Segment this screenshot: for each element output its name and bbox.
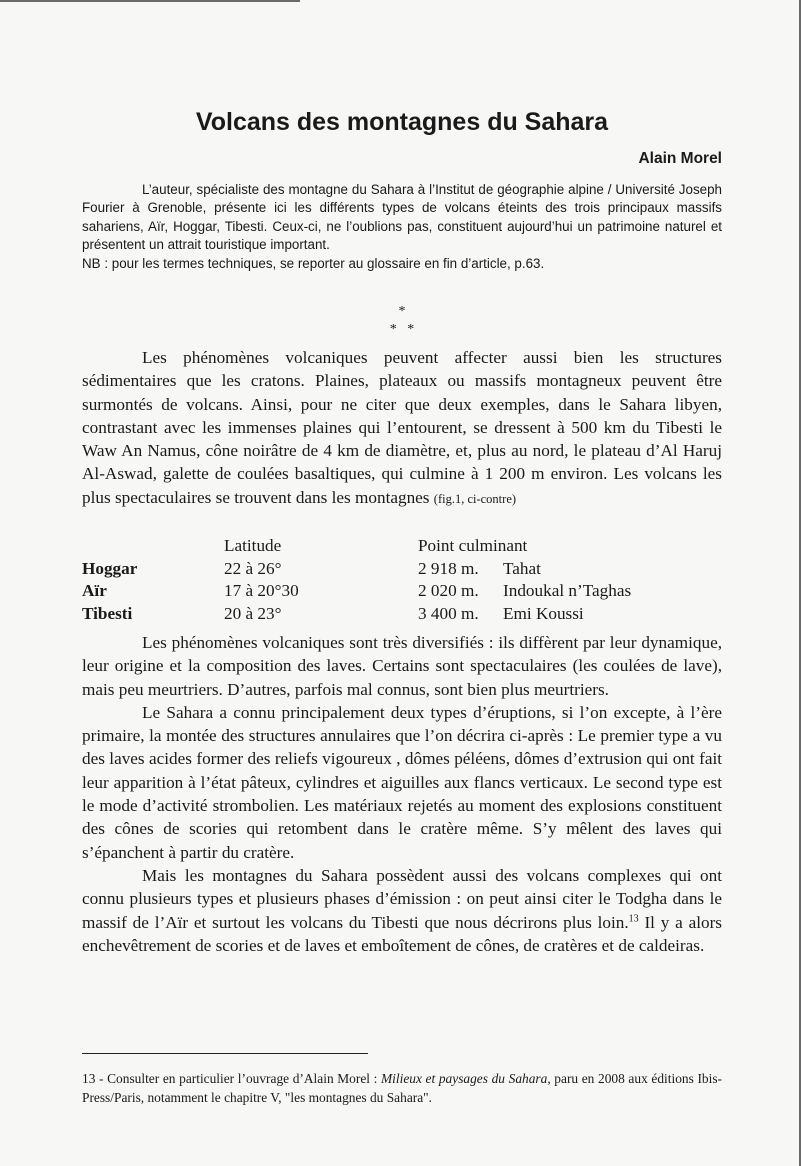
footnote-number: 13	[82, 1071, 96, 1086]
paragraph-4-text: Mais les montagnes du Sahara possèdent aussi des volcans complexes qui ont connu plusieurs types et plusieurs phases d’émission : on peut ainsi citer le Todgha dans le massif de l’Aïr et surtout les volcans du Tibesti que nous décrirons plus loin.	[82, 865, 722, 932]
paragraph-1	[82, 346, 722, 511]
header-summit: Point culminant	[418, 536, 528, 555]
massif-latitude: 20 à 23°	[224, 603, 282, 623]
figure-reference: (fig.1, ci-contre)	[433, 491, 517, 506]
separator-line-1: *	[398, 304, 406, 319]
paragraph-4	[82, 864, 722, 957]
abstract-text: L’auteur, spécialiste des montagne du Sahara à l’Institut de géographie alpine / Université Joseph Fourier à Grenoble, présente ici les différents types de volcans éteints des trois principaux massifs sahariens, Aïr, Hoggar, Tibesti. Ceux-ci, ne l’oublions pas, constituent aujourd’hui un patrimoine naturel et présentent un attrait touristique important.	[82, 182, 722, 253]
abstract-nb: NB : pour les termes techniques, se reporter au glossaire en fin d’article, p.63.	[82, 255, 545, 271]
table-row	[82, 603, 722, 626]
massif-latitude: 22 à 26°	[224, 558, 282, 578]
table-header	[82, 535, 722, 558]
footnote-reference: 13	[628, 912, 639, 924]
massif-name: Hoggar	[82, 558, 138, 578]
massif-peak: Indoukal n’Taghas	[503, 581, 632, 600]
massif-altitude: 3 400 m.	[418, 603, 479, 623]
paragraph-1-text: Les phénomènes volcaniques peuvent affecter aussi bien les structures sédimentaires que les cratons. Plaines, plateaux ou massifs montagneux peuvent être surmontés de volcans. Ainsi, pour ne citer que deux exemples, dans le Sahara libyen, contrastant avec les immenses plaines qui l’entourent, se dressent à 500 km du Tibesti le Waw An Namus, cône noirâtre de 4 km de diamètre, et, plus au nord, le plateau d’Al Haruj Al-Aswad, galette de coulées basaltiques, qui culmine à 1 200 m environ. Les volcans les plus spectaculaires se trouvent dans les montagnes	[82, 348, 722, 507]
body-part-2	[82, 631, 722, 957]
body-part-1	[82, 346, 722, 511]
paragraph-4-text-end: Il y a alors enchevêtrement de scories et de laves et emboîtement de cônes, de cratères et de caldeiras.	[82, 912, 722, 955]
footnote	[82, 1070, 722, 1107]
massif-peak: Emi Koussi	[503, 603, 584, 623]
footnote-text-end: , paru en 2008 aux éditions Ibis-Press/Paris, notamment le chapitre V, "les montagnes du Sahara".	[82, 1071, 722, 1105]
table-row	[82, 558, 722, 581]
table-row	[82, 580, 722, 603]
paragraph-2: Les phénomènes volcaniques sont très diversifiés : ils diffèrent par leur dynamique, leur origine et la composition des laves. Certains sont spectaculaires (les coulées de lave), mais peu meurtriers. D’autres, parfois mal connus, sont bien plus meurtriers.	[82, 633, 722, 699]
abstract	[82, 181, 722, 273]
massif-altitude: 2 918 m.	[418, 558, 479, 578]
footnote-divider	[82, 1053, 368, 1054]
separator-line-2: * *	[389, 322, 415, 337]
article-title: Volcans des montagnes du Sahara	[195, 108, 609, 136]
massif-peak: Tahat	[503, 558, 541, 578]
massif-name: Aïr	[82, 581, 107, 600]
footnote-text: - Consulter en particulier l’ouvrage d’Alain Morel :	[95, 1071, 382, 1086]
footnote-book-title: Milieux et paysages du Sahara	[381, 1071, 548, 1086]
header-latitude: Latitude	[224, 536, 282, 555]
paragraph-3: Le Sahara a connu principalement deux types d’éruptions, si l’on excepte, à l’ère primaire, la montée des structures annulaires que l’on décrira ci-après : Le premier type a vu des laves acides former des reliefs vigoureux , dômes péléens, dômes d’extrusion qui ont fait leur apparition à l’état pâteux, cylindres et aiguilles aux flancs verticaux. Le second type est le mode d’activité strombolien. Les matériaux rejetés au moment des explosions constituent des cônes de scories qui retombent dans le cratère même. S’y mêlent des laves qui s’épanchent à partir du cratère.	[82, 702, 722, 862]
massif-latitude: 17 à 20°30	[224, 581, 299, 600]
massif-table	[82, 535, 722, 625]
author-name: Alain Morel	[638, 150, 722, 167]
massif-name: Tibesti	[82, 603, 133, 623]
scan-top-edge	[0, 0, 300, 2]
section-separator	[82, 303, 722, 339]
massif-altitude: 2 020 m.	[418, 581, 479, 600]
